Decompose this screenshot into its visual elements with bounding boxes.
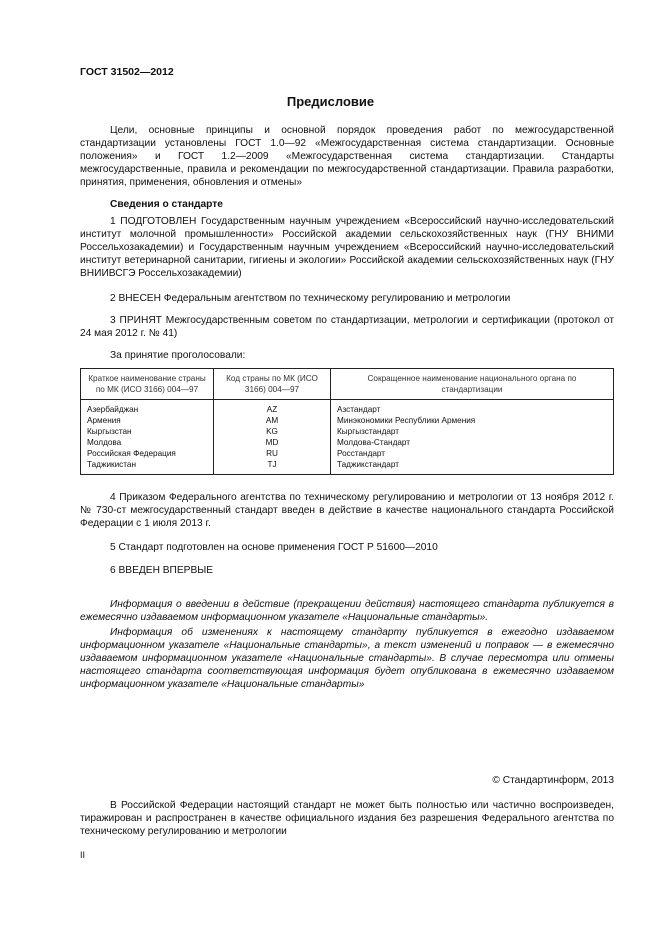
table-row <box>81 437 614 448</box>
intro-paragraph: Цели, основные принципы и основной порядок проведения работ по межгосударственной стандартизации установлены ГОСТ 1.0—92 «Межгосударственная система стандартизации. Основные положения» и ГОСТ 1.2—2009 «Межгосударственная система стандартизации. Стандарты межгосударственные, правила и рекомендации по межгосударственной стандартизации. Правила разработки, принятия, применения, обновления и отмены» <box>80 125 614 188</box>
table-row <box>81 400 614 416</box>
item-5: 5 Стандарт подготовлен на основе применения ГОСТ Р 51600—2010 <box>110 542 438 553</box>
col-header-country: Краткое наименование страны по МК (ИСО 3166) 004—97 <box>81 369 214 400</box>
country: Российская Федерация <box>81 448 214 459</box>
item-3: 3 ПРИНЯТ Межгосударственным советом по стандартизации, метрологии и сертификации (протокол от 24 мая 2012 г. № 41) <box>80 315 614 339</box>
table-row <box>81 415 614 426</box>
country: Азербайджан <box>81 400 214 416</box>
body: Минэкономики Республики Армения <box>331 415 614 426</box>
body: Азстандарт <box>331 400 614 416</box>
voted-label: За принятие проголосовали: <box>110 350 246 361</box>
copyright: © Стандартинформ, 2013 <box>492 775 614 786</box>
voting-table <box>80 368 614 475</box>
body: Росстандарт <box>331 448 614 459</box>
code: AZ <box>214 400 331 416</box>
item-6: 6 ВВЕДЕН ВПЕРВЫЕ <box>110 565 214 576</box>
table-row <box>81 459 614 475</box>
section-title: Сведения о стандарте <box>110 199 223 210</box>
col-header-code: Код страны по МК (ИСО 3166) 004—97 <box>214 369 331 400</box>
item-4: 4 Приказом Федерального агентства по техническому регулированию и метрологии от 13 ноября 2012 г. № 730-ст межгосударственный стандарт введен в действие в качестве национального стандарта Российской Федерации с 1 июля 2013 г. <box>80 492 614 529</box>
item-2: 2 ВНЕСЕН Федеральным агентством по техническому регулированию и метрологии <box>110 293 511 304</box>
body: Молдова-Стандарт <box>331 437 614 448</box>
item-1: 1 ПОДГОТОВЛЕН Государственным научным учреждением «Всероссийский научно-исследовательский институт молочной промышленности» Российской академии сельскохозяйственных наук (ГНУ ВНИМИ Россельхозакадемии) и Государственным научным учреждением «Всероссийский научно-исследовательский институт ветеринарной санитарии, гигиены и экологии» Российской академии сельскохозяйственных наук (ГНУ ВНИИВСГЭ Россельхозакадемии) <box>80 216 614 279</box>
document-number: ГОСТ 31502—2012 <box>80 66 174 78</box>
page-number: II <box>80 850 86 860</box>
country: Армения <box>81 415 214 426</box>
code: MD <box>214 437 331 448</box>
code: TJ <box>214 459 331 475</box>
rights-paragraph: В Российской Федерации настоящий стандарт не может быть полностью или частично воспроизведен, тиражирован и распространен в качестве официального издания без разрешения Федерального агентства по техническому регулированию и метрологии <box>80 800 614 837</box>
country: Кыргызстан <box>81 426 214 437</box>
country: Таджикистан <box>81 459 214 475</box>
table-row <box>81 426 614 437</box>
col-header-body: Сокращенное наименование национального органа по стандартизации <box>331 369 614 400</box>
info-paragraph-2: Информация об изменениях к настоящему стандарту публикуется в ежегодно издаваемом информационном указателе «Национальные стандарты», а текст изменений и поправок — в ежемесячно издаваемом информационном указателе «Национальные стандарты». В случае пересмотра или отмены настоящего стандарта соответствующая информация будет опубликована в ежемесячно издаваемом информационном указателе «Национальные стандарты» <box>80 627 614 690</box>
body: Кыргызстандарт <box>331 426 614 437</box>
code: KG <box>214 426 331 437</box>
code: AM <box>214 415 331 426</box>
country: Молдова <box>81 437 214 448</box>
page-title: Предисловие <box>286 94 375 109</box>
code: RU <box>214 448 331 459</box>
table-row <box>81 448 614 459</box>
body: Таджикстандарт <box>331 459 614 475</box>
info-paragraph-1: Информация о введении в действие (прекращении действия) настоящего стандарта публикуется в ежемесячно издаваемом информационном указателе «Национальные стандарты». <box>80 599 614 623</box>
